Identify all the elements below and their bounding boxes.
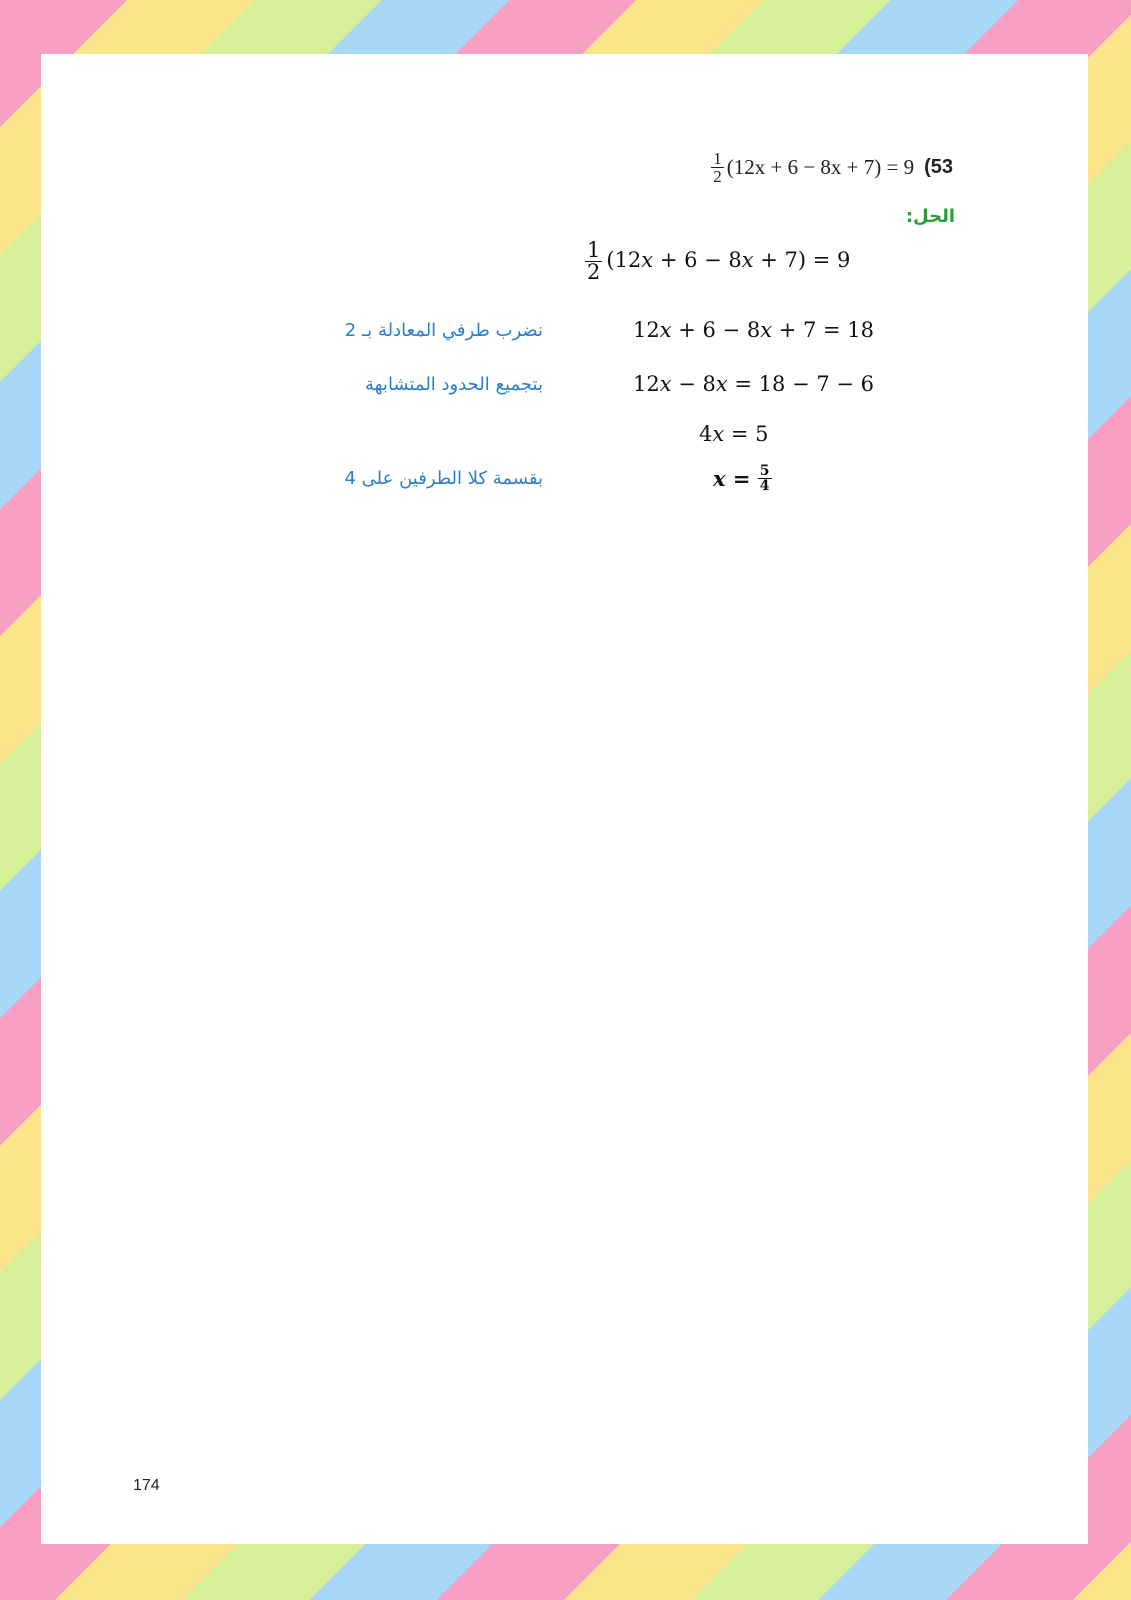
problem-number: (53 — [924, 156, 953, 178]
step-4-equation: 4x = 5 — [699, 422, 769, 446]
step-5-equation: x = $\frac{5}{4}$ — [713, 463, 770, 494]
problem-fraction — [711, 150, 724, 185]
page-number: 174 — [133, 1477, 160, 1494]
solution-label: الحل: — [905, 206, 955, 227]
fraction-denominator: 2 — [713, 167, 722, 186]
step-2-note: نضرب طرفي المعادلة بـ 2 — [344, 320, 543, 341]
step-3-equation: 12x − 8x = 18 − 7 − 6 — [633, 372, 875, 396]
step-2-equation: 12x + 6 − 8x + 7 = 18 — [633, 318, 875, 342]
fraction-numerator: 1 — [713, 149, 722, 168]
page — [41, 54, 1088, 1544]
problem-expression: (12x + 6 − 8x + 7) = 9 — [726, 155, 915, 179]
step-3-note: بتجميع الحدود المتشابهة — [364, 374, 543, 395]
problem-statement — [711, 150, 953, 185]
step-5-fraction: $\frac{5}{4}$ — [759, 463, 770, 494]
step-1-equation: $\frac{1}{2}$ (12x + 6 − 8x + 7) = 9 — [587, 238, 851, 284]
step-1-fraction: $\frac{1}{2}$ — [587, 238, 601, 284]
step-5-note: بقسمة كلا الطرفين على 4 — [344, 468, 543, 489]
